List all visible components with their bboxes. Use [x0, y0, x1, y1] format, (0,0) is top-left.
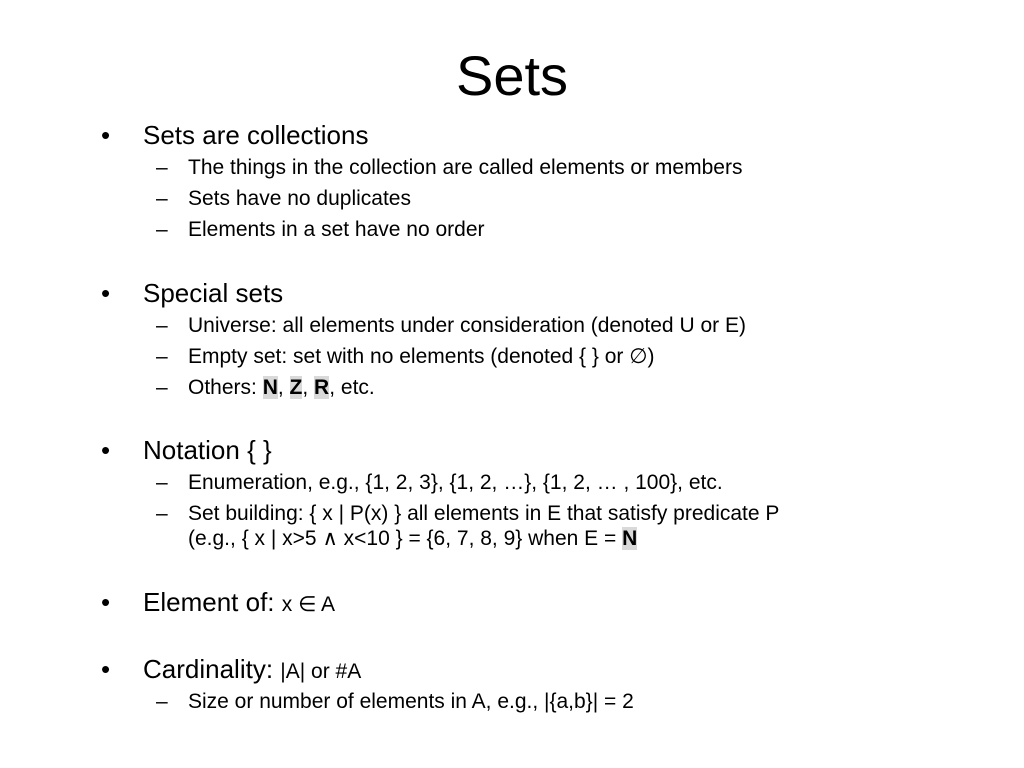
dash-marker: – [156, 345, 168, 368]
subbullet-set-building-continuation [188, 526, 637, 552]
bullet-marker: • [101, 587, 111, 617]
dash-marker: – [156, 502, 168, 525]
slide-title: Sets [455, 44, 569, 107]
cardinality-label: Cardinality: [143, 654, 281, 684]
element-of-label: Element of: [143, 587, 282, 617]
subbullet-text: Elements in a set have no order [188, 218, 485, 241]
subbullet-text: Sets have no duplicates [188, 187, 411, 210]
bullet-text [143, 654, 361, 687]
subbullet-text: The things in the collection are called elements or members [188, 156, 743, 179]
natural-numbers-symbol: N [262, 376, 278, 399]
others-prefix: Others: [188, 376, 263, 399]
subbullet-text: Empty set: set with no elements (denoted { } or ∅) [188, 345, 655, 368]
element-of-expression: x ∈ A [281, 593, 336, 616]
cardinality-expression: |A| or #A [280, 660, 362, 683]
bullet-marker: • [101, 435, 111, 465]
integers-symbol: Z [289, 376, 303, 399]
dash-marker: – [156, 218, 168, 241]
natural-numbers-symbol: N [622, 527, 638, 550]
subbullet-text: Set building: { x | P(x) } all elements in E that satisfy predicate P [188, 502, 780, 525]
dash-marker: – [156, 156, 168, 179]
dash-marker: – [156, 187, 168, 210]
dash-marker: – [156, 690, 168, 713]
separator: , [277, 376, 290, 399]
bullet-marker: • [101, 654, 111, 684]
subbullet-text: Size or number of elements in A, e.g., |{a,b}| = 2 [188, 690, 634, 713]
bullet-text [143, 587, 335, 620]
dash-marker: – [156, 314, 168, 337]
others-suffix: , etc. [329, 376, 375, 399]
separator: , [302, 376, 315, 399]
bullet-marker: • [101, 120, 111, 150]
reals-symbol: R [314, 376, 330, 399]
dash-marker: – [156, 376, 168, 399]
continuation-text: (e.g., { x | x>5 ∧ x<10 } = {6, 7, 8, 9} when E = [188, 527, 623, 550]
bullet-text: Sets are collections [143, 120, 369, 150]
subbullet-text [188, 375, 375, 401]
subbullet-text: Enumeration, e.g., {1, 2, 3}, {1, 2, …}, {1, 2, … , 100}, etc. [188, 471, 723, 494]
bullet-marker: • [101, 278, 111, 308]
bullet-text: Special sets [143, 278, 284, 308]
dash-marker: – [156, 471, 168, 494]
subbullet-text: Universe: all elements under consideration (denoted U or E) [188, 314, 746, 337]
bullet-text: Notation { } [143, 435, 272, 465]
